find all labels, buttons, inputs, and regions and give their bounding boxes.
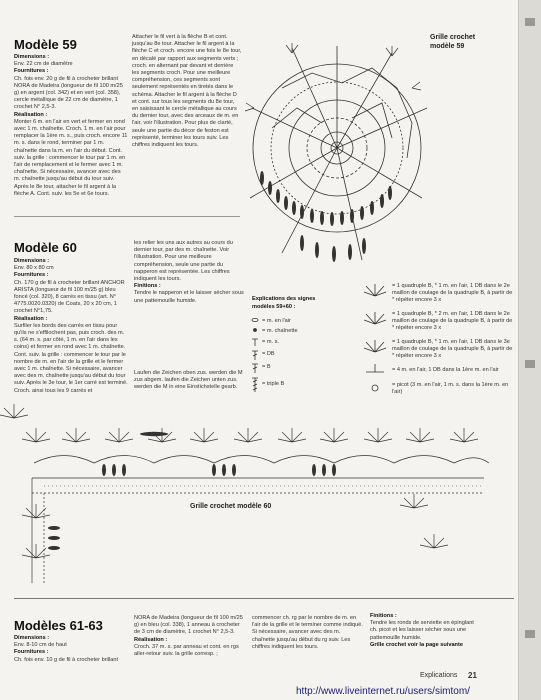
legend-title-2: modèles 59+60 : [252, 304, 296, 310]
model-59-title: Modèle 59 [14, 37, 77, 52]
legend-triple-b: = triple B [262, 381, 285, 387]
legend-slip-stitch: = m. chaînette [262, 328, 298, 334]
m59-realisation-label: Réalisation : [14, 111, 48, 118]
m60-realisation-label: Réalisation : [14, 315, 48, 322]
footer-page-number: 21 [468, 671, 477, 680]
m59-fournitures: Ch. fois env. 20 g de fil à crocheter brillant NORA de Madeira (longueur de fil 100 m/25 g) en argent (col. 342) et en vert (col. 358), cercle métallique de 22 cm de diamètre, 1 crochet N° 2,5-3. [14, 75, 123, 111]
m60-dimensions-label: Dimensions : [14, 258, 50, 264]
m59-dimensions-label: Dimensions : [14, 54, 50, 60]
legend-right-2: = 1 quadruple B, * 2 m. en l'air, 1 DB dans le 2e maillon de coulage de la quadruple B, à partir de * répéter encore 3 x [392, 311, 513, 332]
model-61-63-column-2 [134, 615, 244, 658]
model-61-63-title: Modèles 61-63 [14, 618, 103, 633]
legend-right-4: = 4 m. en l'air, 1 DB dans la 1ère m. en l'air [392, 367, 499, 373]
m60-fournitures-label: Fournitures : [14, 272, 49, 279]
m6163-fournitures: Ch. fois env. 10 g de fil à crocheter brillant [14, 656, 119, 663]
model-59-column-2: Attacher le fil vert à la flèche B et cont. jusqu'au 8e tour. Attacher le fil argent à la flèche C et croch. encore une fois le 8e tour, en décalé par rapport aux segments verts ; croch. en alternant par devant et derrière les segments croch. Pour une meilleure compréhension, ces segments sont seulement représentés en tiretés dans le schéma. Attacher le fil argent à la flèche D et cont. sur tous les segments du 8e tour, en saisissant le cercle métallique au cours du dernier tour, avec des arceaux de m. en l'air, voir l'illustration. Pour plus de clarté, seule une partie du décor de feston est représenté, terminer les tours suiv. Les chiffres indiquent les tours. [132, 34, 242, 149]
m6163-next-page: Grille crochet voir la page suivante [370, 641, 463, 648]
m60-realisation: Surfiler les bords des carrés en tissu pour qu'ils ne s'effilochent pas, puis croch. des m. s. (64 m. s. par côté, 1 m. en l'air dans les coins) et fermer en rond avec 1 m. chaînette. Cont. suiv. la grille : commencer le tour par le nombre de m. en l'air de la grille et le fermer avec 1 m. chaînette. Si nécessaire, avancer avec des m. chaînette jusqu'au début du tour suiv. Après le 3e tour, le 1er carré est terminé. Croch. ainsi tous les 9 carrés et [14, 322, 128, 394]
legend-single-crochet: = m. s. [262, 339, 279, 345]
legend-right-symbols [362, 282, 388, 402]
model-60-title: Modèle 60 [14, 240, 77, 255]
m60-finitions: Tendre le napperon et le laisser sécher sous une pattemouille humide. [134, 290, 244, 304]
m6163-realisation: Croch. 37 m. s. par anneau et cont. en rgs aller-retour suiv. la grille corresp. ; [134, 643, 239, 658]
grid-59-caption-2: modèle 59 [430, 43, 465, 50]
legend-right-1: = 1 quadruple B, * 1 m. en l'air, 1 DB dans le 2e maillon de coulage de la quadruple B, à partir de * répéter encore 3 x [392, 283, 513, 304]
m60-col2: les relier les uns aux autres au cours du dernier tour, par des m. chaînette. Voir l'illustration. Pour une meilleure compréhension, seule une partie du napperon est représentée. Les chiffres indiquent les tours. [134, 240, 233, 283]
legend-title-1: Explications des signes [252, 296, 316, 302]
m59-realisation: Monter 6 m. en l'air en vert et fermer en rond avec 1 m. chaînette. Croch. 1 m. en l'air pour remplacer la 1ère m. s., puis croch. encore 11 m. s. dans le rond, terminer par 1 m. chaînette dans la m. en l'air du début. Cont. suiv. la grille : commencer le tour par 1 m. en l'air de remplacement et le fermer avec 1 m. chaînette. Si nécessaire, avancer avec des m. chaînette jusqu'au début du tour suiv. Après le 8e tour, attacher le fil argent à la flèche A. Cont. suiv. les 5e et 6e tours. [14, 118, 128, 197]
m60-fournitures: Ch. 170 g de fil à crocheter brillant ANCHOR ARISTA (longueur de fil 100 m/25 g) bleu foncé (col. 320), 8 carrés en tissu (art. N° 4775.0020.0320) de Coats, 20 x 20 cm, 1 crochet N°1,75. [14, 279, 125, 315]
m6163-dimensions: Env. 8-10 cm de haut [14, 642, 67, 649]
divider-60-61 [14, 598, 514, 599]
legend-symbols [250, 316, 262, 396]
model-60-column-2 [134, 240, 244, 305]
model-61-63-column-3: commencer ch. rg par le nombre de m. en l'air de la grille et le terminer comme indiqué. Si nécessaire, avancer avec des m. chaînette jusqu'au début du rg suiv. Les chiffres indiquent les tours. [252, 615, 363, 650]
model-60-instructions [14, 258, 128, 395]
watermark-url: http://www.liveinternet.ru/users/simtom/ [296, 686, 470, 697]
legend-right-3: = 1 quadruple B, * 1 m. en l'air, 1 DB dans le 3e maillon de coulage de la quadruple B, à partir de * répéter encore 3 x [392, 339, 513, 360]
m59-fournitures-label: Fournitures : [14, 68, 49, 75]
legend-right-5: = picot (3 m. en l'air, 1 m. s. dans la 1ère m. en l'air) [392, 382, 509, 396]
m6163-dimensions-label: Dimensions : [14, 635, 50, 641]
m6163-fournitures-label: Fournitures : [14, 649, 49, 656]
m6163-finitions: Tendre les ronds de serviette en épinglant ch. picot et les laisser sécher sous une pattemouille humide. [370, 620, 474, 641]
grid-59-caption-1: Grille crochet [430, 34, 476, 41]
page-edge [518, 0, 541, 700]
model-61-63-instructions [14, 635, 128, 664]
model-60-german-note: Laufen die Zeichen oben zus. werden die M zus abgem. laufen die Zeichen unten zus. werden die M in eine Einstichstelle gearb. [134, 370, 243, 391]
m59-dimensions: Env. 22 cm de diamètre [14, 61, 73, 68]
m6163-realisation-label: Réalisation : [134, 636, 168, 643]
m6163-col2: NORA de Madeira (longueur de fil 100 m/25 g) en bleu (col. 338), 1 anneau à crocheter de 3 cm de diamètre, 1 crochet N° 2,5-3. [134, 615, 243, 636]
legend-b: = B [262, 364, 271, 370]
divider-59-60 [14, 216, 240, 217]
model-61-63-column-4 [370, 613, 482, 649]
footer-section: Explications [420, 672, 458, 679]
m6163-finitions-label: Finitions : [370, 613, 397, 619]
m60-dimensions: Env. 80 x 80 cm [14, 265, 54, 272]
crochet-diagram-59 [242, 28, 422, 268]
legend-chain: = m. en l'air [262, 318, 291, 324]
legend-db: = DB [262, 351, 275, 357]
model-59-instructions [14, 54, 128, 198]
grid-60-caption: Grille crochet modèle 60 [190, 503, 272, 510]
m60-finitions-label: Finitions : [134, 283, 161, 290]
